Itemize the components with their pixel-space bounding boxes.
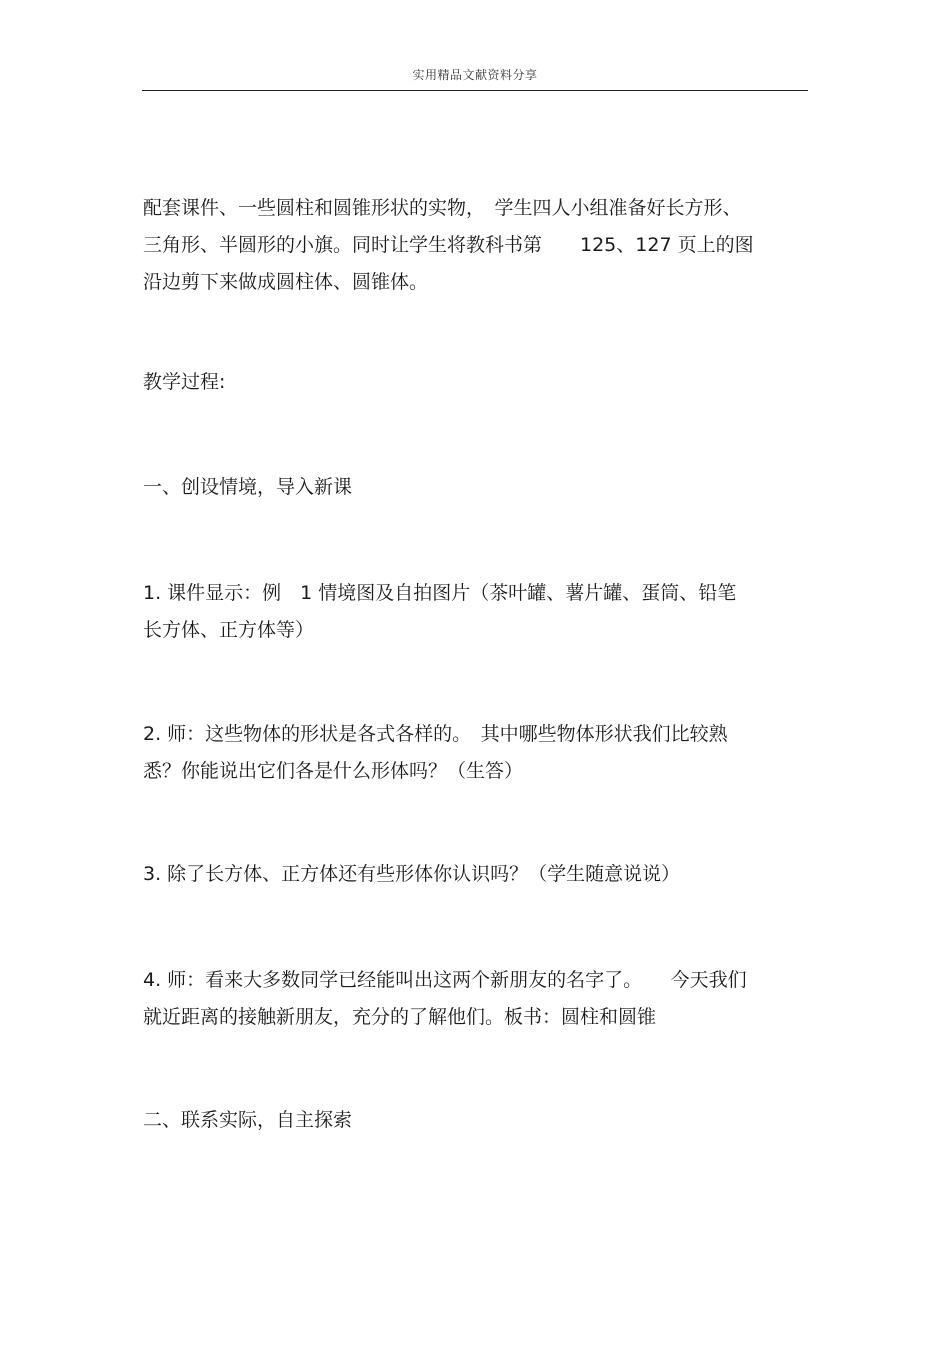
header-title: 实用精品文献资料分享 [412,68,538,82]
header-divider [142,90,808,91]
paragraph-materials [143,190,808,301]
text-line: 一、创设情境，导入新课 [143,476,353,498]
heading-teaching-process [143,364,808,401]
text-line: 长方体、正方体等） [143,619,315,641]
text-line: 配套课件、一些圆柱和圆锥形状的实物， 学生四人小组准备好长方形、 [143,197,742,219]
text-line: 3. 除了长方体、正方体还有些形体你认识吗？（学生随意说说） [143,863,681,885]
paragraph-item-4 [143,962,808,1036]
text-line: 就近距离的接触新朋友，充分的了解他们。板书：圆柱和圆锥 [143,1006,657,1028]
text-line: 三角形、半圆形的小旗。同时让学生将教科书第 125、127 页上的图 [143,234,754,256]
section-heading-1 [143,469,808,506]
text-line: 沿边剪下来做成圆柱体、圆锥体。 [143,271,429,293]
text-line: 教学过程: [143,371,226,393]
paragraph-item-1 [143,575,808,649]
text-line: 二、联系实际，自主探索 [143,1109,353,1131]
text-line: 2. 师：这些物体的形状是各式各样的。 其中哪些物体形状我们比较熟 [143,723,728,745]
paragraph-item-3 [143,856,808,893]
paragraph-item-2 [143,716,808,790]
text-line: 悉？你能说出它们各是什么形体吗？（生答） [143,760,524,782]
text-line: 1. 课件显示：例 1 情境图及自拍图片（茶叶罐、薯片罐、蛋筒、铅笔 [143,582,737,604]
section-heading-2 [143,1102,808,1139]
text-line: 4. 师：看来大多数同学已经能叫出这两个新朋友的名字了。 今天我们 [143,969,747,991]
